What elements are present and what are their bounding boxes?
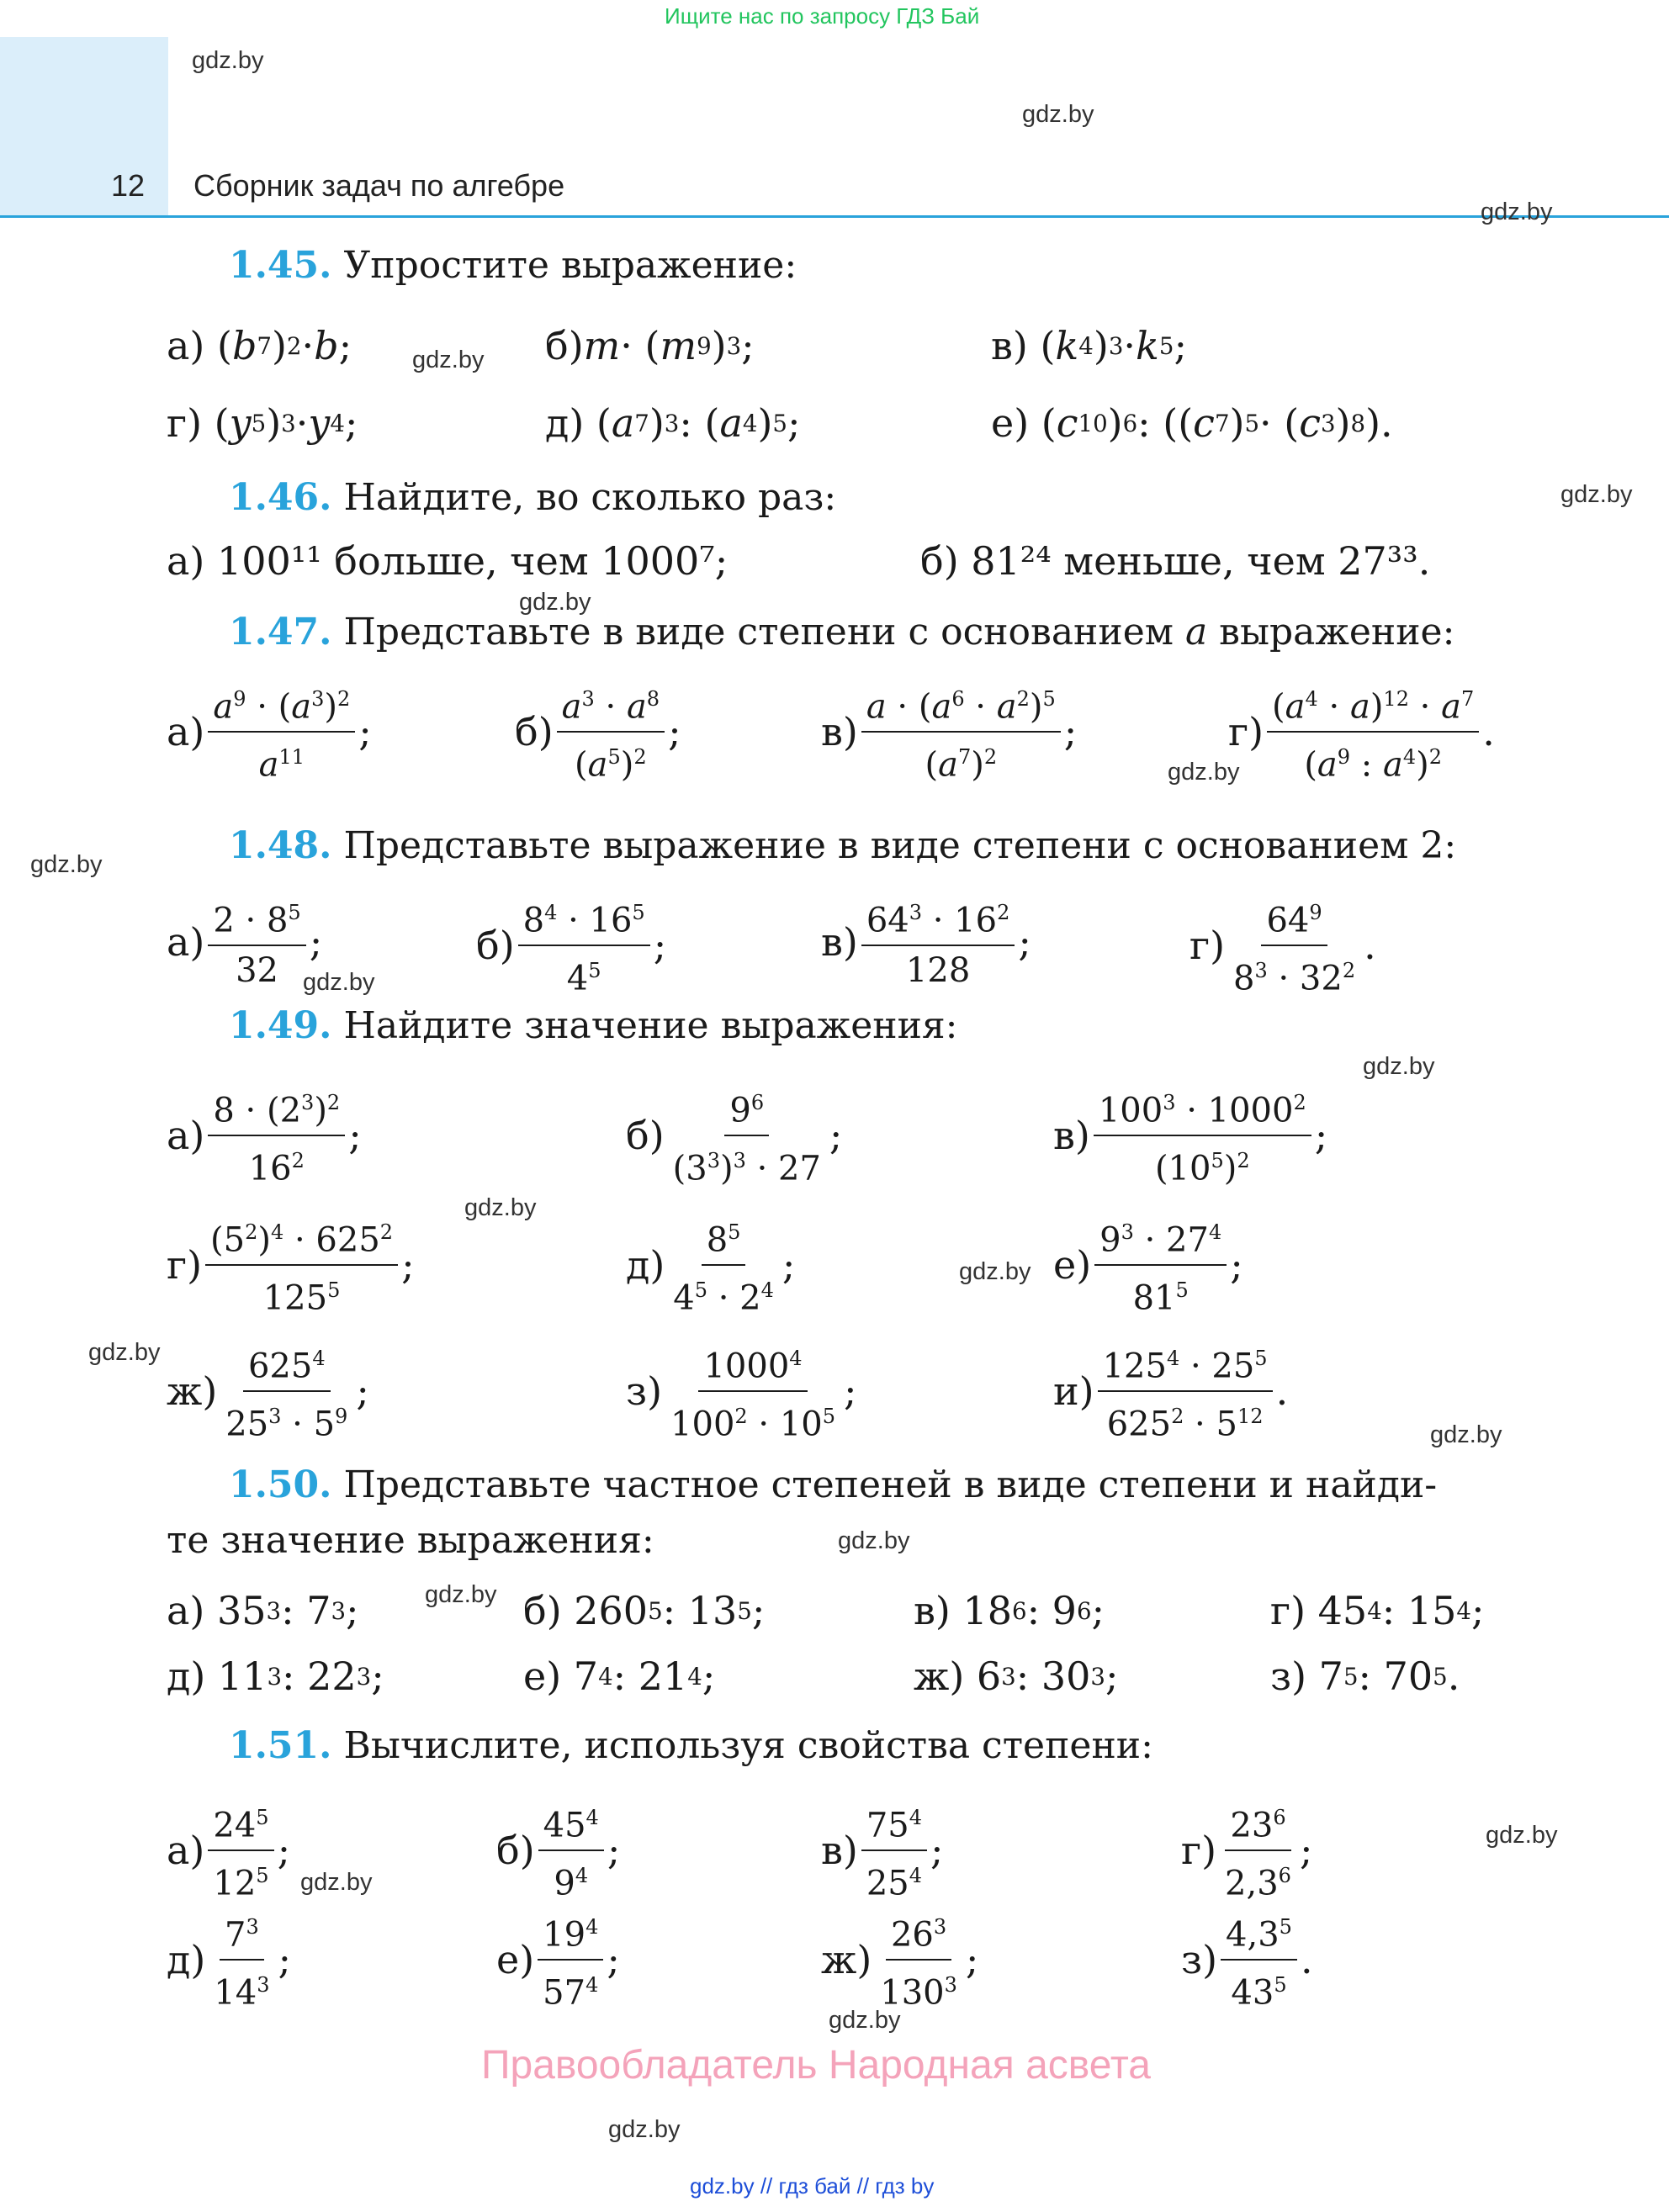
math-item: ж) $\frac{26^3}{130^3}$ ;	[821, 1906, 978, 2014]
footer-links[interactable]: gdz.by // гдз бай // гдз by	[690, 2173, 935, 2199]
math-item: з) 7 5 : 70 5 .	[1270, 1654, 1460, 1699]
math-item: б) m · ( m 9 ) 3 ;	[545, 323, 755, 368]
header-rule	[0, 215, 1669, 218]
math-item: г) $\frac{(5^2)^4 \cdot 625^2}{125^5}$ ;	[167, 1211, 415, 1320]
math-item: а) $\frac{8 \cdot (2^3)^2}{16^2}$ ;	[167, 1082, 362, 1190]
problem-text: выражение:	[1207, 611, 1455, 654]
problem-1-46-heading	[229, 476, 836, 519]
math-item: з) $\frac{1000^4}{100^2 \cdot 10^5}$ ;	[626, 1337, 857, 1446]
math-item: е) $\frac{9^3 \cdot 27^4}{81^5}$ ;	[1053, 1211, 1243, 1320]
math-item: б) 81²⁴ меньше, чем 27³³.	[920, 538, 1431, 584]
math-item: а) $\frac{a^9 \cdot (a^3)^2}{a^{11}}$ ;	[167, 678, 372, 786]
problem-1-49-heading	[229, 1004, 958, 1047]
watermark: gdz.by	[303, 969, 375, 996]
math-item: б) $\frac{45^4}{9^4}$ ;	[496, 1797, 620, 1905]
problem-1-45-heading	[229, 244, 797, 287]
math-item: в) $\frac{a \cdot (a^6 \cdot a^2)^5}{(a^7)^2}$ ;	[821, 678, 1077, 786]
book-title: Сборник задач по алгебре	[193, 168, 565, 203]
watermark: gdz.by	[412, 347, 485, 373]
math-item: д) $\frac{8^5}{4^5 \cdot 2^4}$ ;	[626, 1211, 795, 1320]
problem-text: Представьте выражение в виде степени с основанием 2:	[343, 824, 1457, 867]
math-item: д) $\frac{7^3}{14^3}$ ;	[167, 1906, 291, 2014]
math-item: в) $\frac{75^4}{25^4}$ ;	[821, 1797, 944, 1905]
watermark: gdz.by	[1481, 198, 1553, 225]
problem-1-51-heading	[229, 1724, 1153, 1767]
math-item: ж) $\frac{625^4}{25^3 \cdot 5^9}$ ;	[167, 1337, 369, 1446]
watermark: gdz.by	[1430, 1421, 1502, 1448]
problem-1-50-heading	[229, 1463, 1437, 1506]
math-item: е) 7 4 : 21 4 ;	[523, 1654, 716, 1699]
watermark: gdz.by	[425, 1581, 497, 1608]
problem-text: Найдите, во сколько раз:	[343, 476, 837, 519]
problem-text: Представьте в виде степени с основанием	[343, 611, 1185, 654]
watermark: gdz.by	[959, 1258, 1031, 1285]
watermark: gdz.by	[192, 47, 264, 74]
top-banner: Ищите нас по запросу ГДЗ Бай	[665, 3, 980, 29]
math-item: в) $\frac{64^3 \cdot 16^2}{128}$ ;	[821, 892, 1031, 992]
watermark: gdz.by	[838, 1527, 910, 1554]
math-item: б) $\frac{a^3 \cdot a^8}{(a^5)^2}$ ;	[515, 678, 681, 786]
math-item: в) ( k 4 ) 3 · k 5 ;	[991, 323, 1187, 368]
problem-1-48-heading	[229, 824, 1456, 867]
math-item: а) ( b 7 ) 2 · b ;	[167, 323, 352, 368]
problem-var: a	[1184, 611, 1208, 654]
watermark: gdz.by	[608, 2116, 681, 2143]
problem-number: 1.48.	[229, 824, 332, 867]
math-item: г) 45 4 : 15 4 ;	[1270, 1588, 1485, 1633]
math-item: б) 260 5 : 13 5 ;	[523, 1588, 766, 1633]
watermark: gdz.by	[1486, 1822, 1558, 1849]
math-item: и) $\frac{125^4 \cdot 25^5}{625^2 \cdot 5^{12}}$ .	[1053, 1337, 1288, 1446]
math-item: д) ( a 7 ) 3 : ( a 4 ) 5 ;	[545, 400, 801, 446]
math-item: д) 11 3 : 22 3 ;	[167, 1654, 384, 1699]
watermark: gdz.by	[829, 2007, 901, 2034]
watermark: gdz.by	[1022, 101, 1094, 128]
math-item: г) $\frac{64^9}{8^3 \cdot 32^2}$ .	[1189, 892, 1376, 1000]
watermark: gdz.by	[464, 1194, 537, 1221]
math-item: б) $\frac{9^6}{(3^3)^3 \cdot 27}$ ;	[626, 1082, 842, 1190]
problem-text-continued: те значение выражения:	[167, 1519, 654, 1562]
math-item: в) 18 6 : 9 6 ;	[914, 1588, 1105, 1633]
problem-text: Вычислите, используя свойства степени:	[343, 1724, 1153, 1767]
math-item: г) $\frac{(a^4 \cdot a)^{12} \cdot a^7}{(a^9 : a^4)^2}$ .	[1228, 678, 1495, 786]
problem-number: 1.49.	[229, 1004, 332, 1047]
math-item: а) $\frac{2 \cdot 8^5}{32}$ ;	[167, 892, 322, 992]
watermark: gdz.by	[1168, 759, 1240, 786]
math-item: е) ( c 10 ) 6 : (( c 7 ) 5 · ( c 3 ) 8 ).	[991, 400, 1393, 446]
math-item: а) 35 3 : 7 3 ;	[167, 1588, 359, 1633]
watermark: gdz.by	[1363, 1053, 1435, 1080]
math-item: а) 100¹¹ больше, чем 1000⁷;	[167, 538, 729, 584]
problem-number: 1.47.	[229, 611, 332, 654]
problem-number: 1.46.	[229, 476, 332, 519]
math-item: е) $\frac{19^4}{57^4}$ ;	[496, 1906, 620, 2014]
math-item: б) $\frac{8^4 \cdot 16^5}{4^5}$ ;	[476, 892, 666, 1000]
math-item: ж) 6 3 : 30 3 ;	[914, 1654, 1119, 1699]
math-item: в) $\frac{100^3 \cdot 1000^2}{(10^5)^2}$ ;	[1053, 1082, 1327, 1190]
problem-number: 1.45.	[229, 244, 332, 287]
math-item: а) $\frac{24^5}{12^5}$ ;	[167, 1797, 290, 1905]
math-item: г) ( y 5 ) 3 · y 4 ;	[167, 400, 358, 446]
math-item: з) $\frac{4,3^5}{43^5}$ .	[1181, 1906, 1313, 2014]
watermark: gdz.by	[88, 1339, 161, 1366]
problem-text: Упростите выражение:	[343, 244, 797, 287]
watermark: gdz.by	[1560, 481, 1633, 508]
problem-number: 1.50.	[229, 1463, 332, 1506]
page-number: 12	[111, 168, 146, 203]
problem-1-47-heading	[229, 611, 1454, 654]
math-item: г) $\frac{23^6}{2,3^6}$ ;	[1181, 1797, 1312, 1905]
problem-number: 1.51.	[229, 1724, 332, 1767]
watermark: gdz.by	[30, 851, 103, 878]
watermark: gdz.by	[300, 1869, 373, 1896]
watermark: gdz.by	[519, 589, 591, 616]
problem-text: Представьте частное степеней в виде степени и найди-	[343, 1463, 1438, 1506]
problem-text: Найдите значение выражения:	[343, 1004, 958, 1047]
copyright-notice: Правообладатель Народная асвета	[481, 2043, 1151, 2088]
